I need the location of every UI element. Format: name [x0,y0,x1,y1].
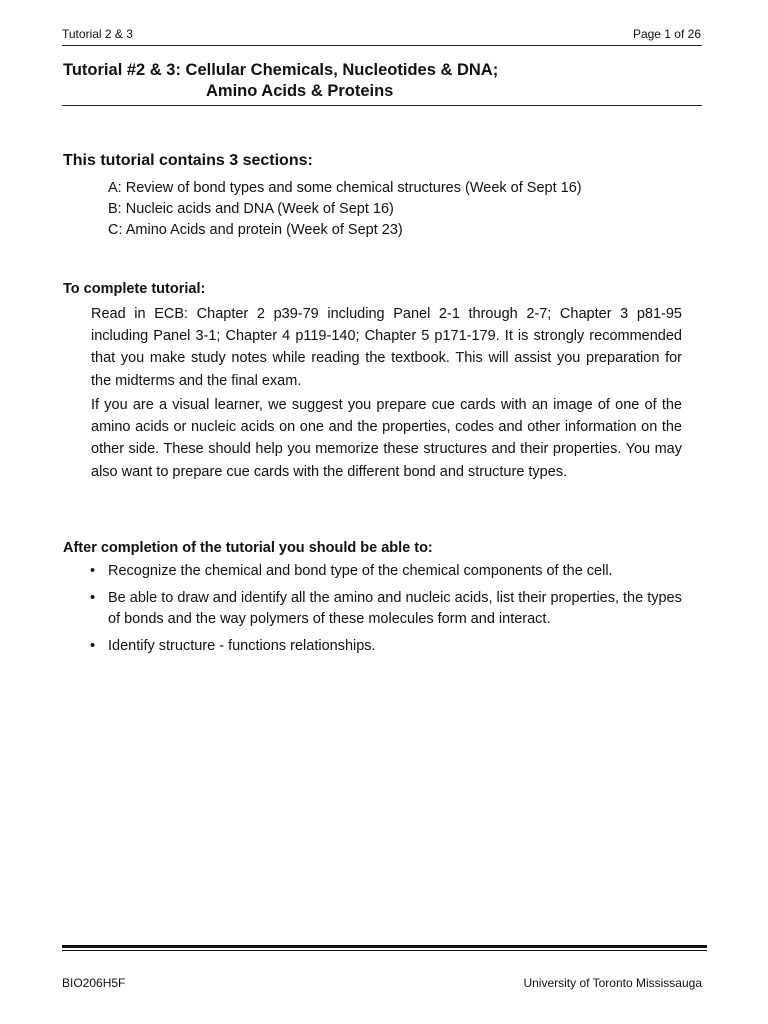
page-footer [62,976,702,992]
complete-tutorial-heading: To complete tutorial: [63,281,206,297]
cue-cards-paragraph: If you are a visual learner, we suggest you prepare cue cards with an image of one of the amino acids or nucleic acids on one and the properties, codes and other information on the other side. These should help you memorize these structures and their properties. You may also want to prepare cue cards with the different bond and structure types. [91,397,682,480]
outcome-text: Recognize the chemical and bond type of the chemical components of the cell. [108,563,613,579]
title-line-2: Amino Acids & Proteins [206,82,394,100]
footer-divider-thick [62,945,707,948]
section-item-b: B: Nucleic acids and DNA (Week of Sept 16) [108,201,394,217]
page-header [62,27,701,43]
bullet-icon: • [90,563,96,579]
outcome-text: Be able to draw and identify all the amino and nucleic acids, list their properties, the types of bonds and the way polymers of these molecules form and interact. [108,590,682,627]
header-divider [62,45,702,46]
outcome-text: Identify structure - functions relationships. [108,638,376,654]
outcome-item [90,636,690,657]
sections-list [108,178,582,241]
footer-course-code: BIO206H5F [62,976,126,990]
outcome-item [90,588,690,630]
title-divider [62,105,702,106]
reading-instructions-paragraph: Read in ECB: Chapter 2 p39-79 including Panel 2-1 through 2-7; Chapter 3 p81-95 including Panel 3-1; Chapter 4 p119-140; Chapter 5 p171-179. It is strongly recommended that you make study notes while reading the textbook. This will assist you preparation for the midterms and the final exam. [91,306,682,389]
bullet-icon: • [90,590,96,606]
title-line-1: Tutorial #2 & 3: Cellular Chemicals, Nucleotides & DNA; [63,61,499,79]
header-page-number: Page 1 of 26 [632,27,701,41]
sections-heading: This tutorial contains 3 sections: [63,152,313,169]
document-title [63,60,703,102]
section-item-a: A: Review of bond types and some chemical structures (Week of Sept 16) [108,180,582,196]
outcome-item [90,561,690,582]
footer-divider-thin [62,950,707,951]
outcomes-heading: After completion of the tutorial you should be able to: [63,540,433,556]
section-item-c: C: Amino Acids and protein (Week of Sept 23) [108,222,403,238]
header-document-label: Tutorial 2 & 3 [62,27,133,41]
bullet-icon: • [90,638,96,654]
footer-institution: University of Toronto Mississauga [523,976,702,990]
outcomes-list [90,561,690,663]
